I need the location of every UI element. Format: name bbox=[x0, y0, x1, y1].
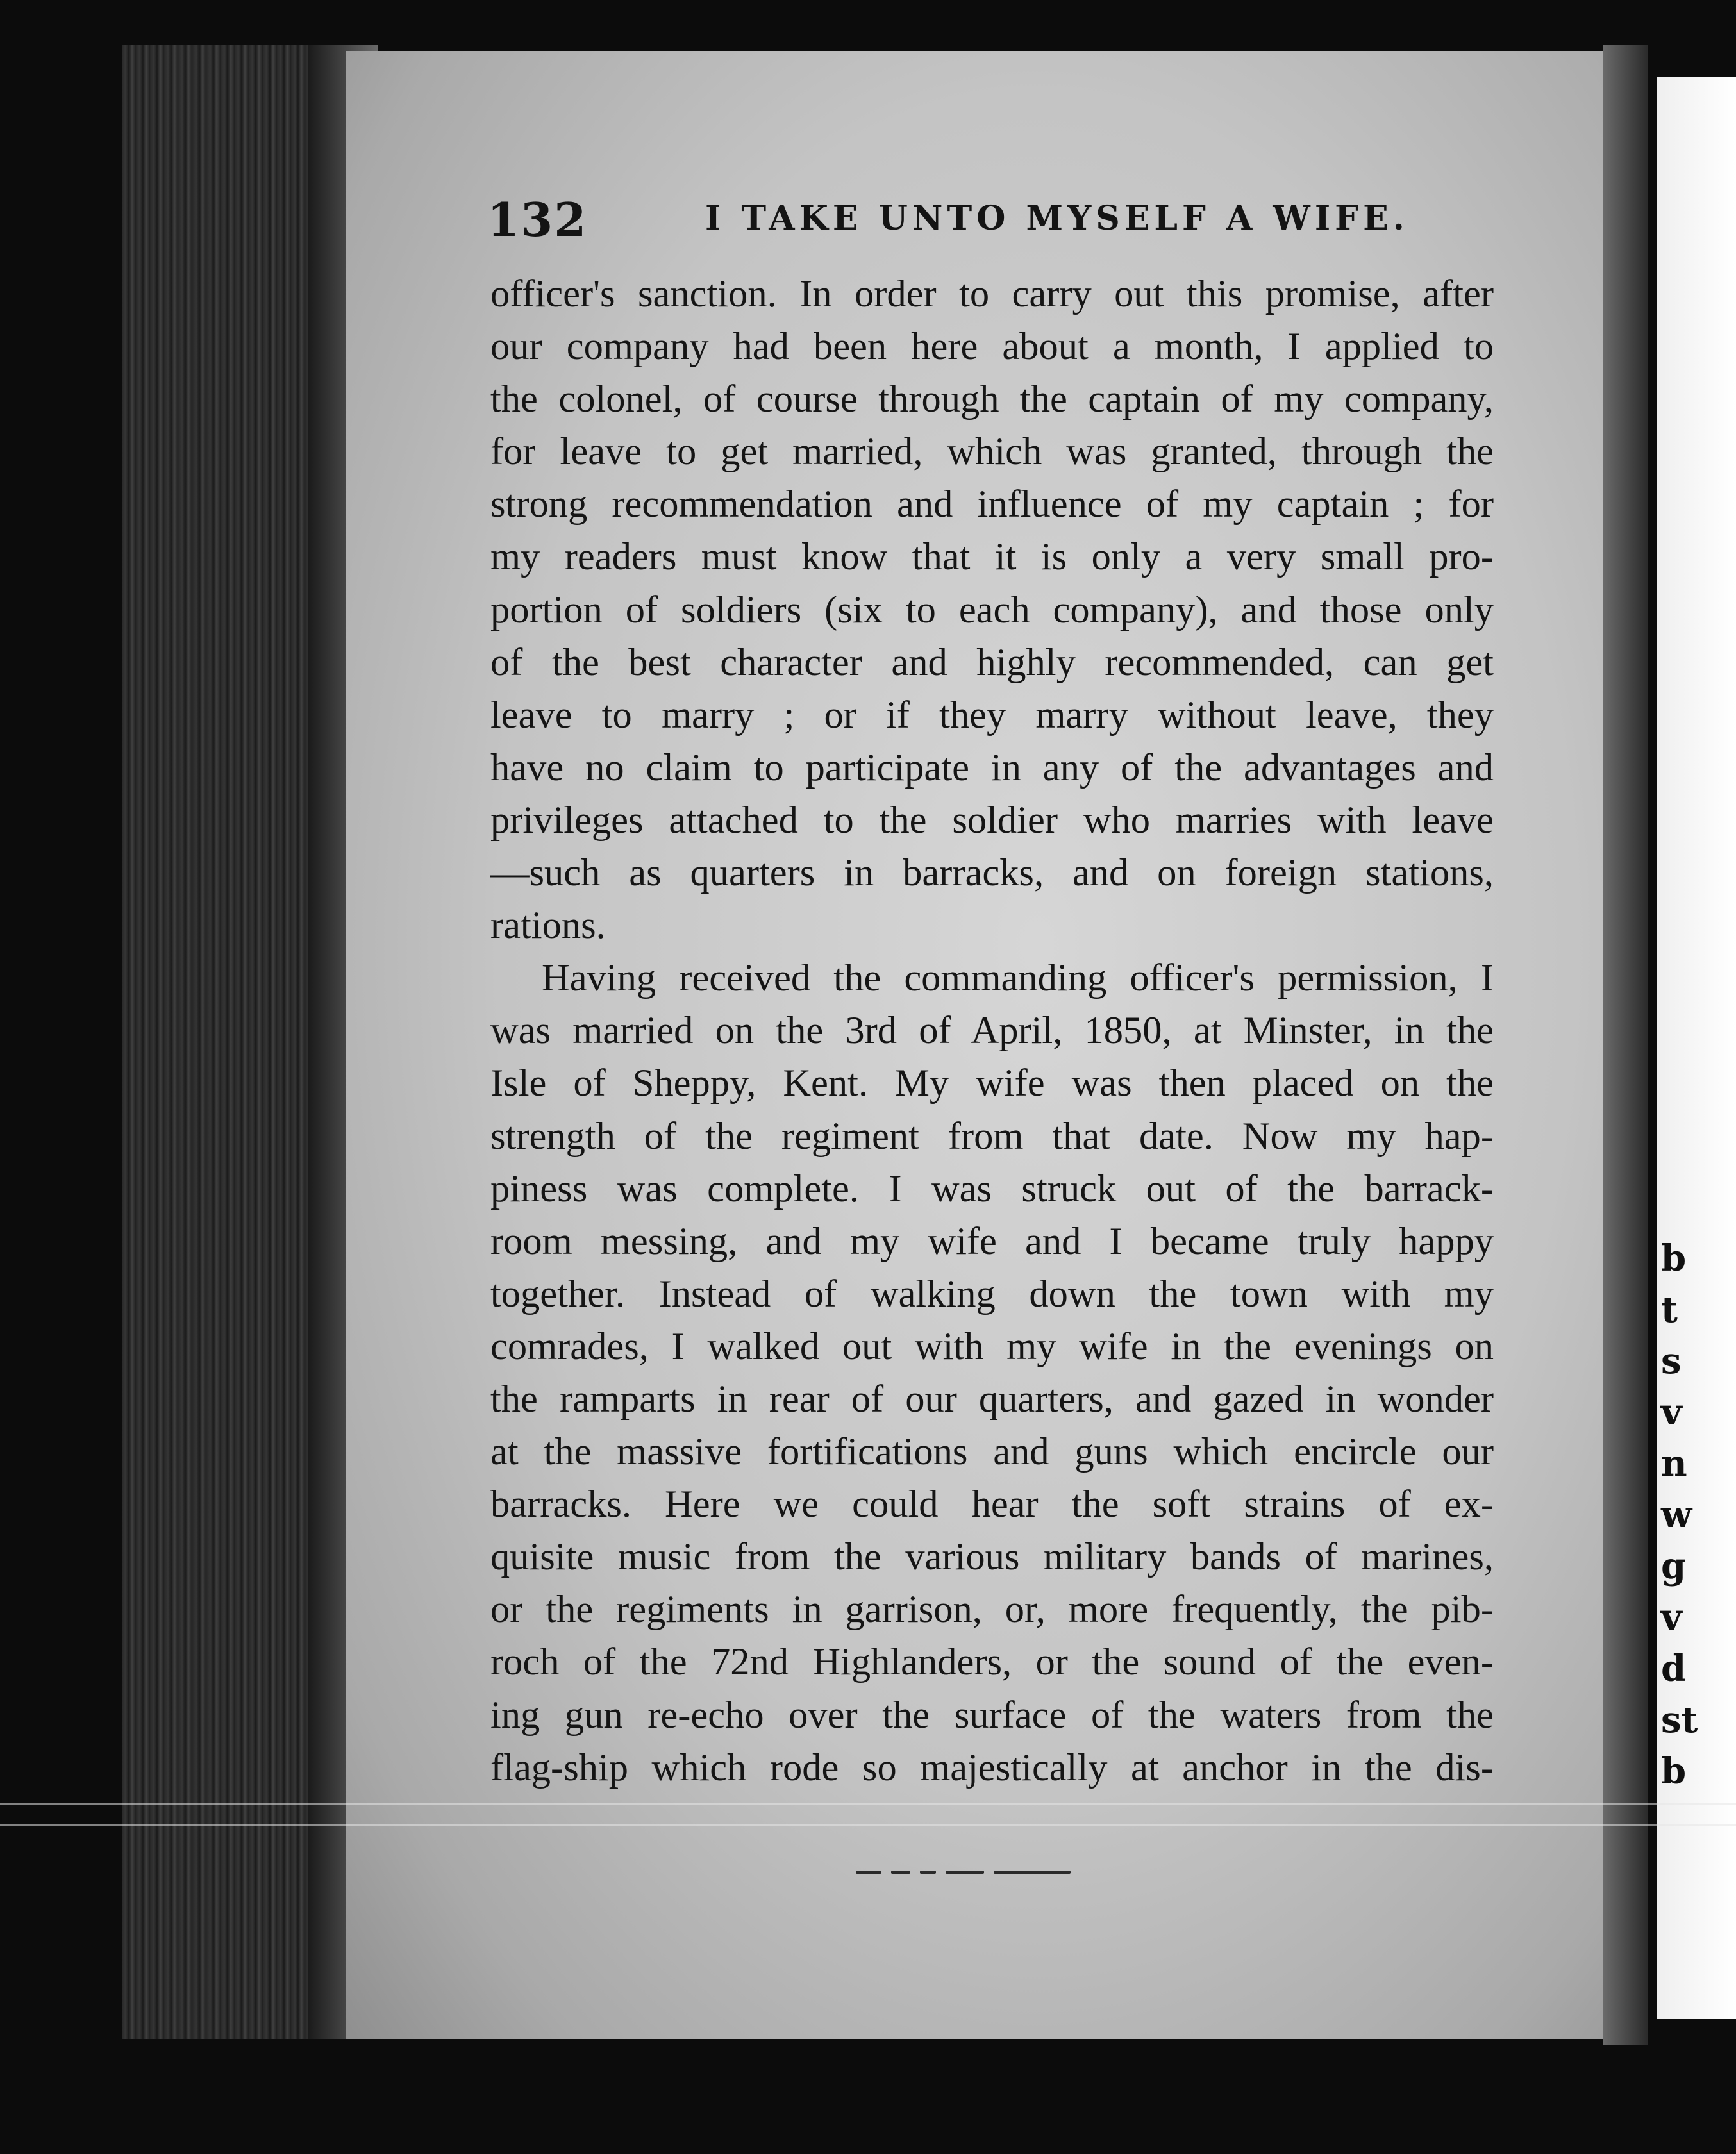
adjacent-page-fragment bbox=[1657, 77, 1736, 2019]
fragment-letter: d bbox=[1661, 1648, 1687, 1690]
fragment-letter: g bbox=[1661, 1545, 1687, 1587]
page-right-edge bbox=[1603, 45, 1648, 2045]
scan-line-artifact bbox=[0, 1824, 1736, 1826]
text-line: comrades, I walked out with my wife in the evenings on bbox=[490, 1324, 1494, 1368]
text-line: strong recommendation and influence of my captain ; for bbox=[490, 483, 1494, 526]
text-line: portion of soldiers (six to each company), and those only bbox=[490, 588, 1494, 631]
text-line: leave to marry ; or if they marry without leave, they bbox=[490, 693, 1494, 737]
text-line: rations. bbox=[490, 904, 606, 948]
fragment-letter: s bbox=[1661, 1340, 1682, 1382]
chapter-title: I TAKE UNTO MYSELF A WIFE. bbox=[705, 199, 1409, 238]
body-text bbox=[490, 268, 1494, 1794]
fragment-letter: b bbox=[1661, 1237, 1687, 1280]
text-line: together. Instead of walking down the town with my bbox=[490, 1272, 1494, 1315]
fragment-letter: n bbox=[1661, 1442, 1687, 1485]
book-page-stack-edge bbox=[122, 45, 340, 2039]
text-line: have no claim to participate in any of the advantages and bbox=[490, 746, 1494, 789]
text-line: our company had been here about a month, I applied to bbox=[490, 325, 1494, 369]
text-line: or the regiments in garrison, or, more frequently, the pib- bbox=[490, 1588, 1494, 1632]
text-line: Isle of Sheppy, Kent. My wife was then placed on the bbox=[490, 1062, 1494, 1105]
text-line: the colonel, of course through the captain of my company, bbox=[490, 378, 1494, 421]
fragment-letter: st bbox=[1661, 1699, 1698, 1741]
text-line: piness was complete. I was struck out of the barrack- bbox=[490, 1167, 1494, 1210]
footer-ornament-rule bbox=[856, 1866, 1074, 1878]
text-line: room messing, and my wife and I became truly happy bbox=[490, 1219, 1494, 1263]
text-line: roch of the 72nd Highlanders, or the sound of the even- bbox=[490, 1641, 1494, 1684]
fragment-letter: t bbox=[1661, 1289, 1678, 1331]
text-line: —such as quarters in barracks, and on foreign stations, bbox=[490, 851, 1494, 895]
text-line: Having received the commanding officer's permission, I bbox=[542, 956, 1494, 1000]
text-line: of the best character and highly recommended, can get bbox=[490, 640, 1494, 684]
text-line: my readers must know that it is only a very small pro- bbox=[490, 535, 1494, 579]
fragment-letter: v bbox=[1661, 1596, 1682, 1639]
text-line: for leave to get married, which was granted, through the bbox=[490, 430, 1494, 474]
scan-line-artifact bbox=[0, 1803, 1736, 1805]
text-line: privileges attached to the soldier who marries with leave bbox=[490, 798, 1494, 842]
fragment-letter: w bbox=[1661, 1494, 1692, 1536]
text-line: was married on the 3rd of April, 1850, at Minster, in the bbox=[490, 1009, 1494, 1053]
text-line: strength of the regiment from that date. Now my hap- bbox=[490, 1114, 1494, 1158]
text-line: officer's sanction. In order to carry out this promise, after bbox=[490, 272, 1494, 315]
page-number: 132 bbox=[487, 192, 588, 247]
text-line: flag-ship which rode so majestically at anchor in the dis- bbox=[490, 1746, 1494, 1789]
text-line: ing gun re-echo over the surface of the waters from the bbox=[490, 1693, 1494, 1737]
text-line: barracks. Here we could hear the soft strains of ex- bbox=[490, 1483, 1494, 1526]
running-head bbox=[487, 192, 1513, 250]
text-line: quisite music from the various military bands of marines, bbox=[490, 1535, 1494, 1579]
fragment-letter: b bbox=[1661, 1750, 1687, 1792]
text-line: at the massive fortifications and guns which encircle our bbox=[490, 1430, 1494, 1474]
fragment-letter: v bbox=[1661, 1391, 1682, 1433]
text-line: the ramparts in rear of our quarters, and gazed in wonder bbox=[490, 1377, 1494, 1421]
